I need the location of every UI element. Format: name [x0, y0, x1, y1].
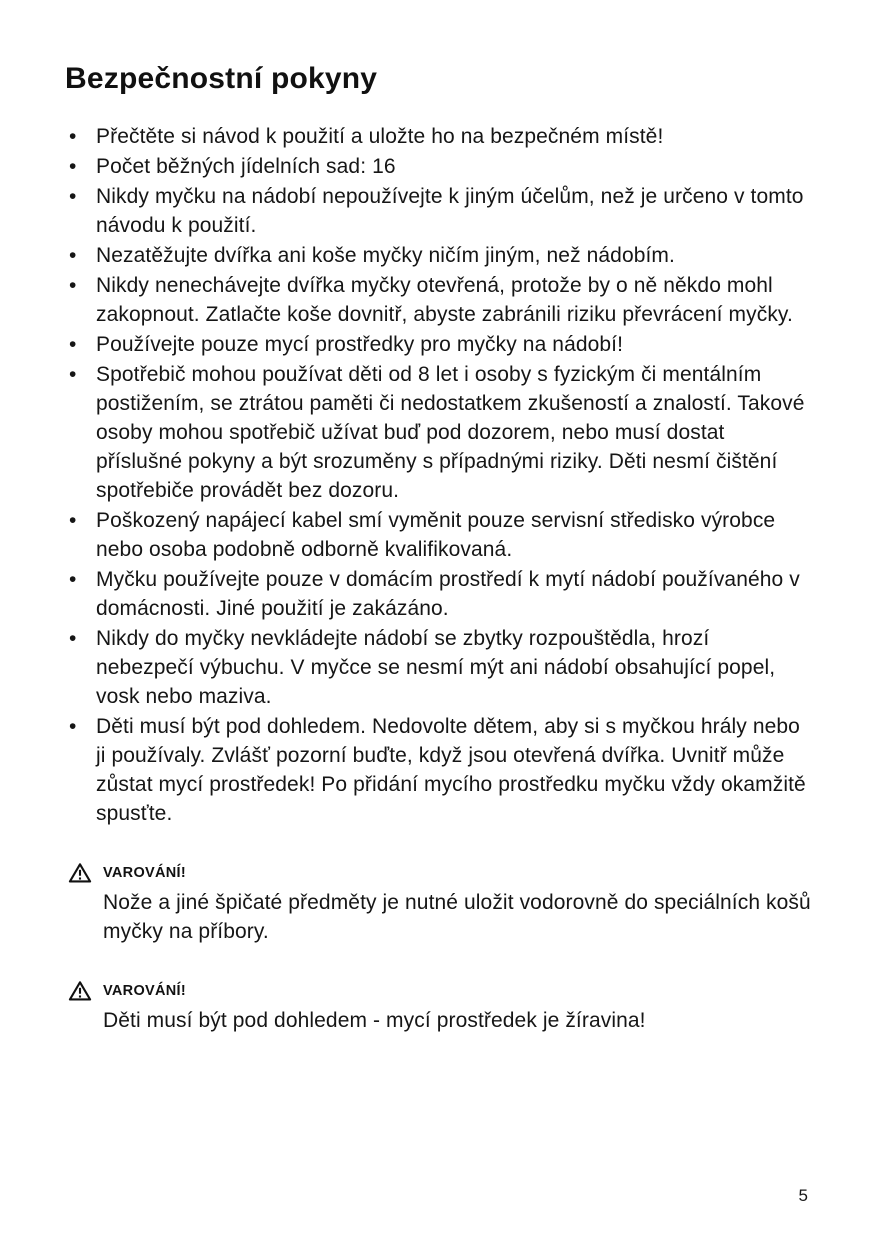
safety-instructions-list: [65, 122, 812, 828]
list-item: • Nezatěžujte dvířka ani koše myčky ničím jiným, než nádobím.: [65, 241, 812, 270]
list-item: • Nikdy myčku na nádobí nepoužívejte k jiným účelům, než je určeno v tomto návodu k použití.: [65, 182, 812, 240]
warning-label: VAROVÁNÍ!: [103, 864, 186, 881]
list-item: • Nikdy nenechávejte dvířka myčky otevřená, protože by o ně někdo mohl zakopnout. Zatlačte koše dovnitř, abyste zabránili riziku převrácení myčky.: [65, 271, 812, 329]
list-item: • Počet běžných jídelních sad: 16: [65, 152, 812, 181]
list-item: • Děti musí být pod dohledem. Nedovolte dětem, aby si s myčkou hrály nebo ji používaly. Zvlášť pozorní buďte, když jsou otevřená dvířka. Uvnitř může zůstat mycí prostředek! Po přidání mycího prostředku myčku vždy okamžitě spusťte.: [65, 712, 812, 828]
page-number: 5: [798, 1186, 808, 1205]
warning-triangle-icon: [68, 980, 92, 1001]
warning-header: [68, 980, 812, 1001]
page-title: Bezpečnostní pokyny: [65, 62, 378, 95]
warning-block: [65, 980, 812, 1035]
warning-text: Nože a jiné špičaté předměty je nutné uložit vodorovně do speciálních košů myčky na příbory.: [103, 891, 811, 943]
warning-block: [65, 862, 812, 946]
list-item: • Spotřebič mohou používat děti od 8 let i osoby s fyzickým či mentálním postižením, se ztrátou paměti či nedostatkem zkušeností a znalostí. Takové osoby mohou spotřebič užívat buď pod dozorem, nebo musí dostat příslušné pokyny a být srozuměny s případnými riziky. Děti nesmí čištění spotřebiče provádět bez dozoru.: [65, 360, 812, 505]
list-item: • Nikdy do myčky nevkládejte nádobí se zbytky rozpouštědla, hrozí nebezpečí výbuchu. V myčce se nesmí mýt ani nádobí obsahující popel, vosk nebo maziva.: [65, 624, 812, 711]
warning-label: VAROVÁNÍ!: [103, 982, 186, 999]
list-item: • Poškozený napájecí kabel smí vyměnit pouze servisní středisko výrobce nebo osoba podobně odborně kvalifikovaná.: [65, 506, 812, 564]
list-item: • Myčku používejte pouze v domácím prostředí k mytí nádobí používaného v domácnosti. Jiné použití je zakázáno.: [65, 565, 812, 623]
list-item: • Přečtěte si návod k použití a uložte ho na bezpečném místě!: [65, 122, 812, 151]
warning-triangle-icon: [68, 862, 92, 883]
warning-header: [68, 862, 812, 883]
warning-text: Děti musí být pod dohledem - mycí prostředek je žíravina!: [103, 1009, 646, 1032]
list-item: • Používejte pouze mycí prostředky pro myčky na nádobí!: [65, 330, 812, 359]
